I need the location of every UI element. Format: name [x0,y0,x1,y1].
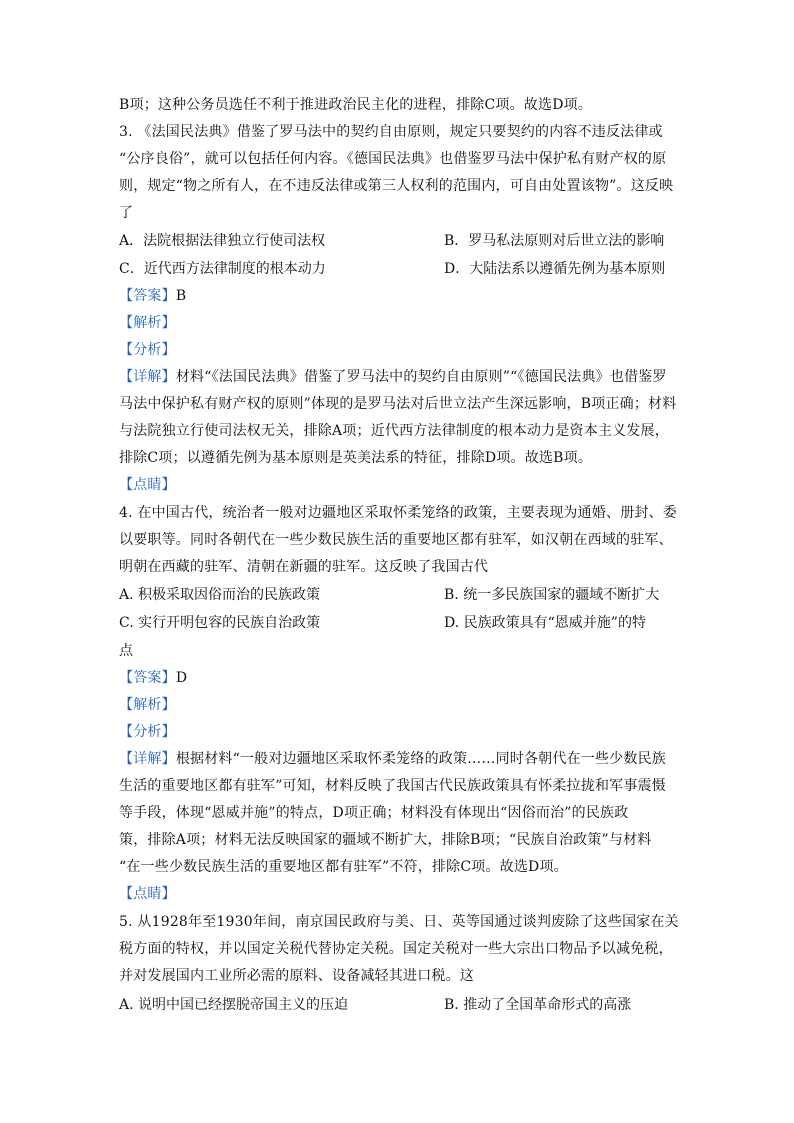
jiexi-tag: 【解析】 [119,315,176,331]
detail-text: 材料“《法国民法典》借鉴了罗马法中的契约自由原则”“《德国民法典》也借鉴罗 [175,369,667,385]
q3-detail-line-3: 与法院独立行使司法权无关，排除A项；近代西方法律制度的根本动力是资本主义发展， [119,423,669,439]
q3-fenxi [119,340,176,360]
q4-option-a: A. 积极采取因俗而治的民族政策 [119,587,321,603]
jiexi-tag: 【解析】 [119,697,176,713]
detail-tag: 【详解】 [119,369,176,385]
detail-tag: 【详解】 [119,751,176,767]
answer-tag: 【答案】 [119,288,176,304]
q3-stem-line-1: 3. 《法国民法典》借鉴了罗马法中的契约自由原则，规定只要契约的内容不违反法律或 [119,124,663,140]
q4-dianjing [119,884,176,904]
q3-dianjing [119,475,176,495]
q4-option-b: B. 统一多民族国家的疆域不断扩大 [444,587,660,603]
q3-stem-line-2: “公序良俗”，就可以包括任何内容。《德国民法典》也借鉴罗马法中保护私有财产权的原 [119,151,667,167]
q4-fenxi [119,722,176,742]
q5-stem-line-2: 税方面的特权，并以国定关税代替协定关税。国定关税对一些大宗出口物品予以减免税， [119,941,673,957]
q5-stem-line-1: 5. 从1928年至1930年间，南京国民政府与美、日、英等国通过谈判废除了这些国家在关 [119,914,679,930]
q4-jiexi [119,695,176,715]
q3-option-d: D．大陆法系以遵循先例为基本原则 [444,261,666,277]
q4-detail-line-5: “在一些少数民族生活的重要地区都有驻军”不符，排除C项。故选D项。 [119,859,568,875]
answer-value: D [175,670,188,686]
fenxi-tag: 【分析】 [119,724,176,740]
q4-option-c: C. 实行开明包容的民族自治政策 [119,615,321,631]
q2-answer-tail: B项；这种公务员选任不利于推进政治民主化的进程，排除C项。故选D项。 [119,97,593,113]
dianjing-tag: 【点睛】 [119,886,176,902]
q4-detail-line-4: 策，排除A项；材料无法反映国家的疆域不断扩大，排除B项；“民族自治政策”与材料 [119,832,652,848]
q4-stem-line-1: 4. 在中国古代，统治者一般对边疆地区采取怀柔笼络的政策，主要表现为通婚、册封、委 [119,505,678,521]
dianjing-tag: 【点睛】 [119,477,176,493]
q4-option-d-cont: 点 [119,643,134,659]
detail-text: 根据材料“一般对边疆地区采取怀柔笼络的政策……同时各朝代在一些少数民族 [175,751,666,767]
q4-detail-line-2: 生活的重要地区都有驻军”可知，材料反映了我国古代民族政策具有怀柔拉拢和军事震慑 [119,778,666,794]
answer-value: B [175,288,187,304]
q5-stem-line-3: 并对发展国内工业所必需的原料、设备减轻其进口税。这 [119,968,474,984]
q4-answer [119,668,187,688]
q3-option-c: C．近代西方法律制度的根本动力 [119,261,326,277]
q4-stem-line-2: 以要职等。同时各朝代在一些少数民族生活的重要地区都有驻军，如汉朝在西域的驻军、 [119,532,673,548]
q5-option-a: A. 说明中国已经摆脱帝国主义的压迫 [119,997,349,1013]
q3-detail-line-4: 排除C项；以遵循先例为基本原则是英美法系的特征，排除D项。故选B项。 [119,450,593,466]
answer-tag: 【答案】 [119,670,176,686]
q3-option-a: A．法院根据法律独立行使司法权 [119,233,326,249]
q4-detail-line-3: 等手段，体现“恩威并施”的特点，D项正确；材料没有体现出“因俗而治”的民族政 [119,805,629,821]
q3-option-b: B．罗马私法原则对后世立法的影响 [444,233,665,249]
q3-jiexi [119,313,176,333]
q3-answer [119,286,186,306]
q4-stem-line-3: 明朝在西藏的驻军、清朝在新疆的驻军。这反映了我国古代 [119,559,489,575]
q4-detail-line-1 [119,749,666,769]
q3-detail-line-1 [119,367,667,387]
q3-stem-line-3: 则，规定“物之所有人，在不违反法律或第三人权利的范围内，可自由处置该物”。这反映 [119,178,674,194]
q3-stem-line-4: 了 [119,205,134,221]
fenxi-tag: 【分析】 [119,342,176,358]
q3-detail-line-2: 马法中保护私有财产权的原则”体现的是罗马法对后世立法产生深远影响，B项正确；材料 [119,396,677,412]
q4-option-d: D. 民族政策具有“恩威并施”的特 [444,615,646,631]
q5-option-b: B. 推动了全国革命形式的高涨 [444,997,632,1013]
